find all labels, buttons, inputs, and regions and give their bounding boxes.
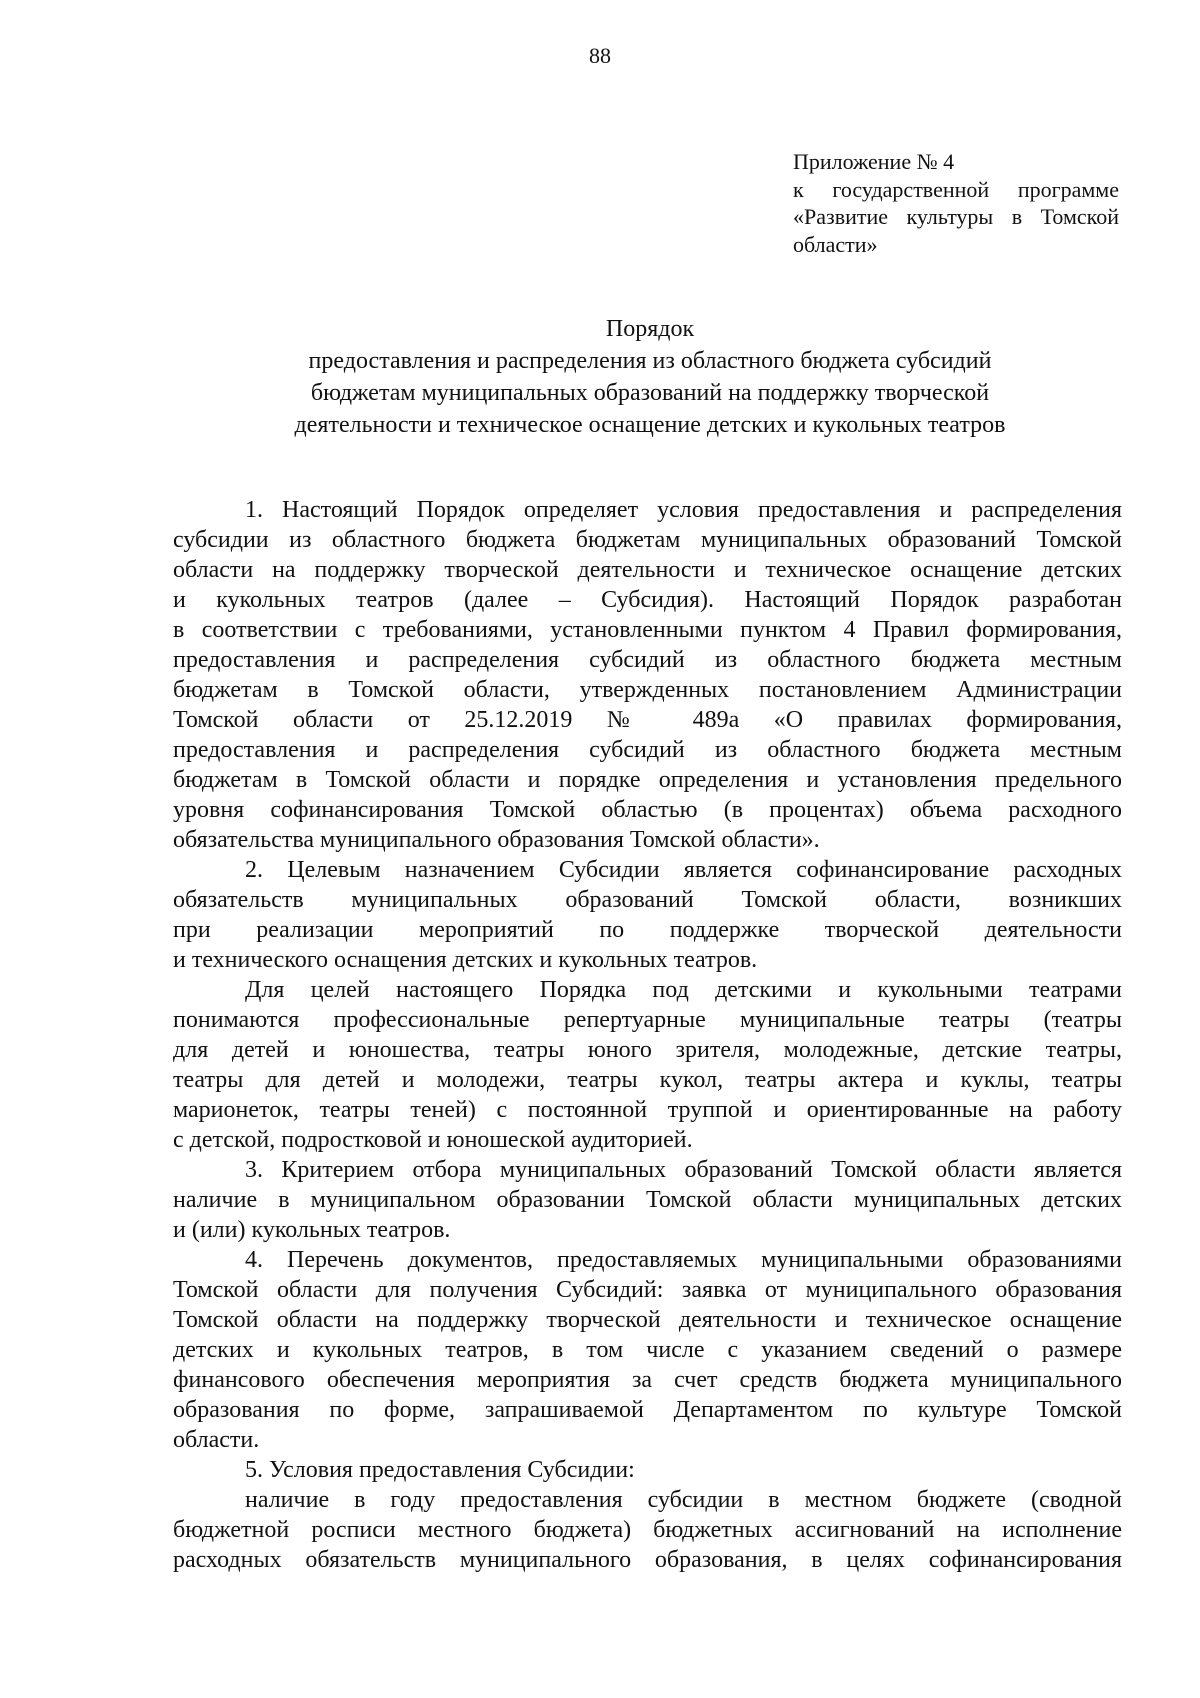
paragraph-line: для детей и юношества, театры юного зрителя, молодежные, детские театры, [173, 1037, 1122, 1063]
paragraph-line: обязательства муниципального образования Томской области». [173, 827, 820, 853]
paragraph-line: наличие в муниципальном образовании Томской области муниципальных детских [173, 1187, 1122, 1213]
paragraph-line: предоставления и распределения субсидий из областного бюджета местным [173, 737, 1122, 763]
paragraph-line: субсидии из областного бюджета бюджетам муниципальных образований Томской [173, 527, 1122, 553]
appendix-line: к государственной программе [793, 176, 1119, 202]
paragraph-line: Томской области на поддержку творческой деятельности и техническое оснащение [173, 1307, 1122, 1333]
paragraph-line: с детской, подростковой и юношеской аудиторией. [173, 1127, 693, 1153]
paragraph-line: 5. Условия предоставления Субсидии: [245, 1457, 635, 1483]
paragraph-line: понимаются профессиональные репертуарные муниципальные театры (театры [173, 1007, 1122, 1033]
appendix-line: Приложение № 4 [793, 149, 955, 174]
paragraph-line: и технического оснащения детских и кукольных театров. [173, 947, 758, 973]
document-body [173, 495, 1122, 1575]
page-number: 88 [589, 43, 611, 68]
paragraph-line: 1. Настоящий Порядок определяет условия предоставления и распределения [245, 497, 1122, 523]
paragraph-line: Для целей настоящего Порядка под детскими и кукольными театрами [245, 977, 1122, 1003]
paragraph-line: и (или) кукольных театров. [173, 1217, 451, 1243]
paragraph-line: образования по форме, запрашиваемой Департаментом по культуре Томской [173, 1397, 1122, 1423]
paragraph-line: Томской области для получения Субсидий: заявка от муниципального образования [173, 1277, 1122, 1303]
paragraph-line: бюджетам в Томской области, утвержденных постановлением Администрации [173, 677, 1122, 703]
document-title [170, 313, 1130, 441]
paragraph-line: бюджетной росписи местного бюджета) бюджетных ассигнований на исполнение [173, 1517, 1122, 1543]
paragraph-line: 4. Перечень документов, предоставляемых муниципальными образованиями [245, 1247, 1122, 1273]
paragraph-line: и кукольных театров (далее – Субсидия). Настоящий Порядок разработан [173, 587, 1122, 613]
paragraph-line: предоставления и распределения субсидий из областного бюджета местным [173, 647, 1122, 673]
appendix-line: «Развитие культуры в Томской [793, 204, 1119, 229]
appendix-line: области» [793, 231, 878, 257]
paragraph-line: марионеток, театры теней) с постоянной труппой и ориентированные на работу [173, 1097, 1122, 1123]
paragraph-line: наличие в году предоставления субсидии в местном бюджете (сводной [245, 1487, 1122, 1513]
paragraph-line: при реализации мероприятий по поддержке творческой деятельности [173, 917, 1122, 943]
paragraph-line: области на поддержку творческой деятельности и техническое оснащение детских [173, 557, 1122, 583]
title-line: деятельности и техническое оснащение детских и кукольных театров [294, 412, 1006, 438]
appendix-note [793, 148, 1119, 258]
paragraph-line: в соответствии с требованиями, установленными пунктом 4 Правил формирования, [173, 617, 1122, 643]
paragraph-line: детских и кукольных театров, в том числе с указанием сведений о размере [173, 1337, 1122, 1363]
paragraph-line: области. [173, 1427, 260, 1453]
paragraph-line: обязательств муниципальных образований Томской области, возникших [173, 887, 1122, 913]
paragraph-line: 3. Критерием отбора муниципальных образований Томской области является [245, 1157, 1122, 1183]
title-line: предоставления и распределения из областного бюджета субсидий [308, 348, 992, 374]
paragraph-line: уровня софинансирования Томской областью (в процентах) объема расходного [173, 797, 1122, 823]
title-line: бюджетам муниципальных образований на поддержку творческой [310, 380, 990, 406]
paragraph-line: Томской области от 25.12.2019 № 489а «О правилах формирования, [173, 707, 1122, 733]
paragraph-line: бюджетам в Томской области и порядке определения и установления предельного [173, 767, 1122, 793]
paragraph-line: театры для детей и молодежи, театры кукол, театры актера и куклы, театры [173, 1067, 1122, 1093]
paragraph-line: расходных обязательств муниципального образования, в целях софинансирования [173, 1547, 1122, 1573]
paragraph-line: финансового обеспечения мероприятия за счет средств бюджета муниципального [173, 1367, 1122, 1393]
title-heading: Порядок [605, 316, 695, 342]
paragraph-line: 2. Целевым назначением Субсидии является софинансирование расходных [245, 857, 1122, 883]
